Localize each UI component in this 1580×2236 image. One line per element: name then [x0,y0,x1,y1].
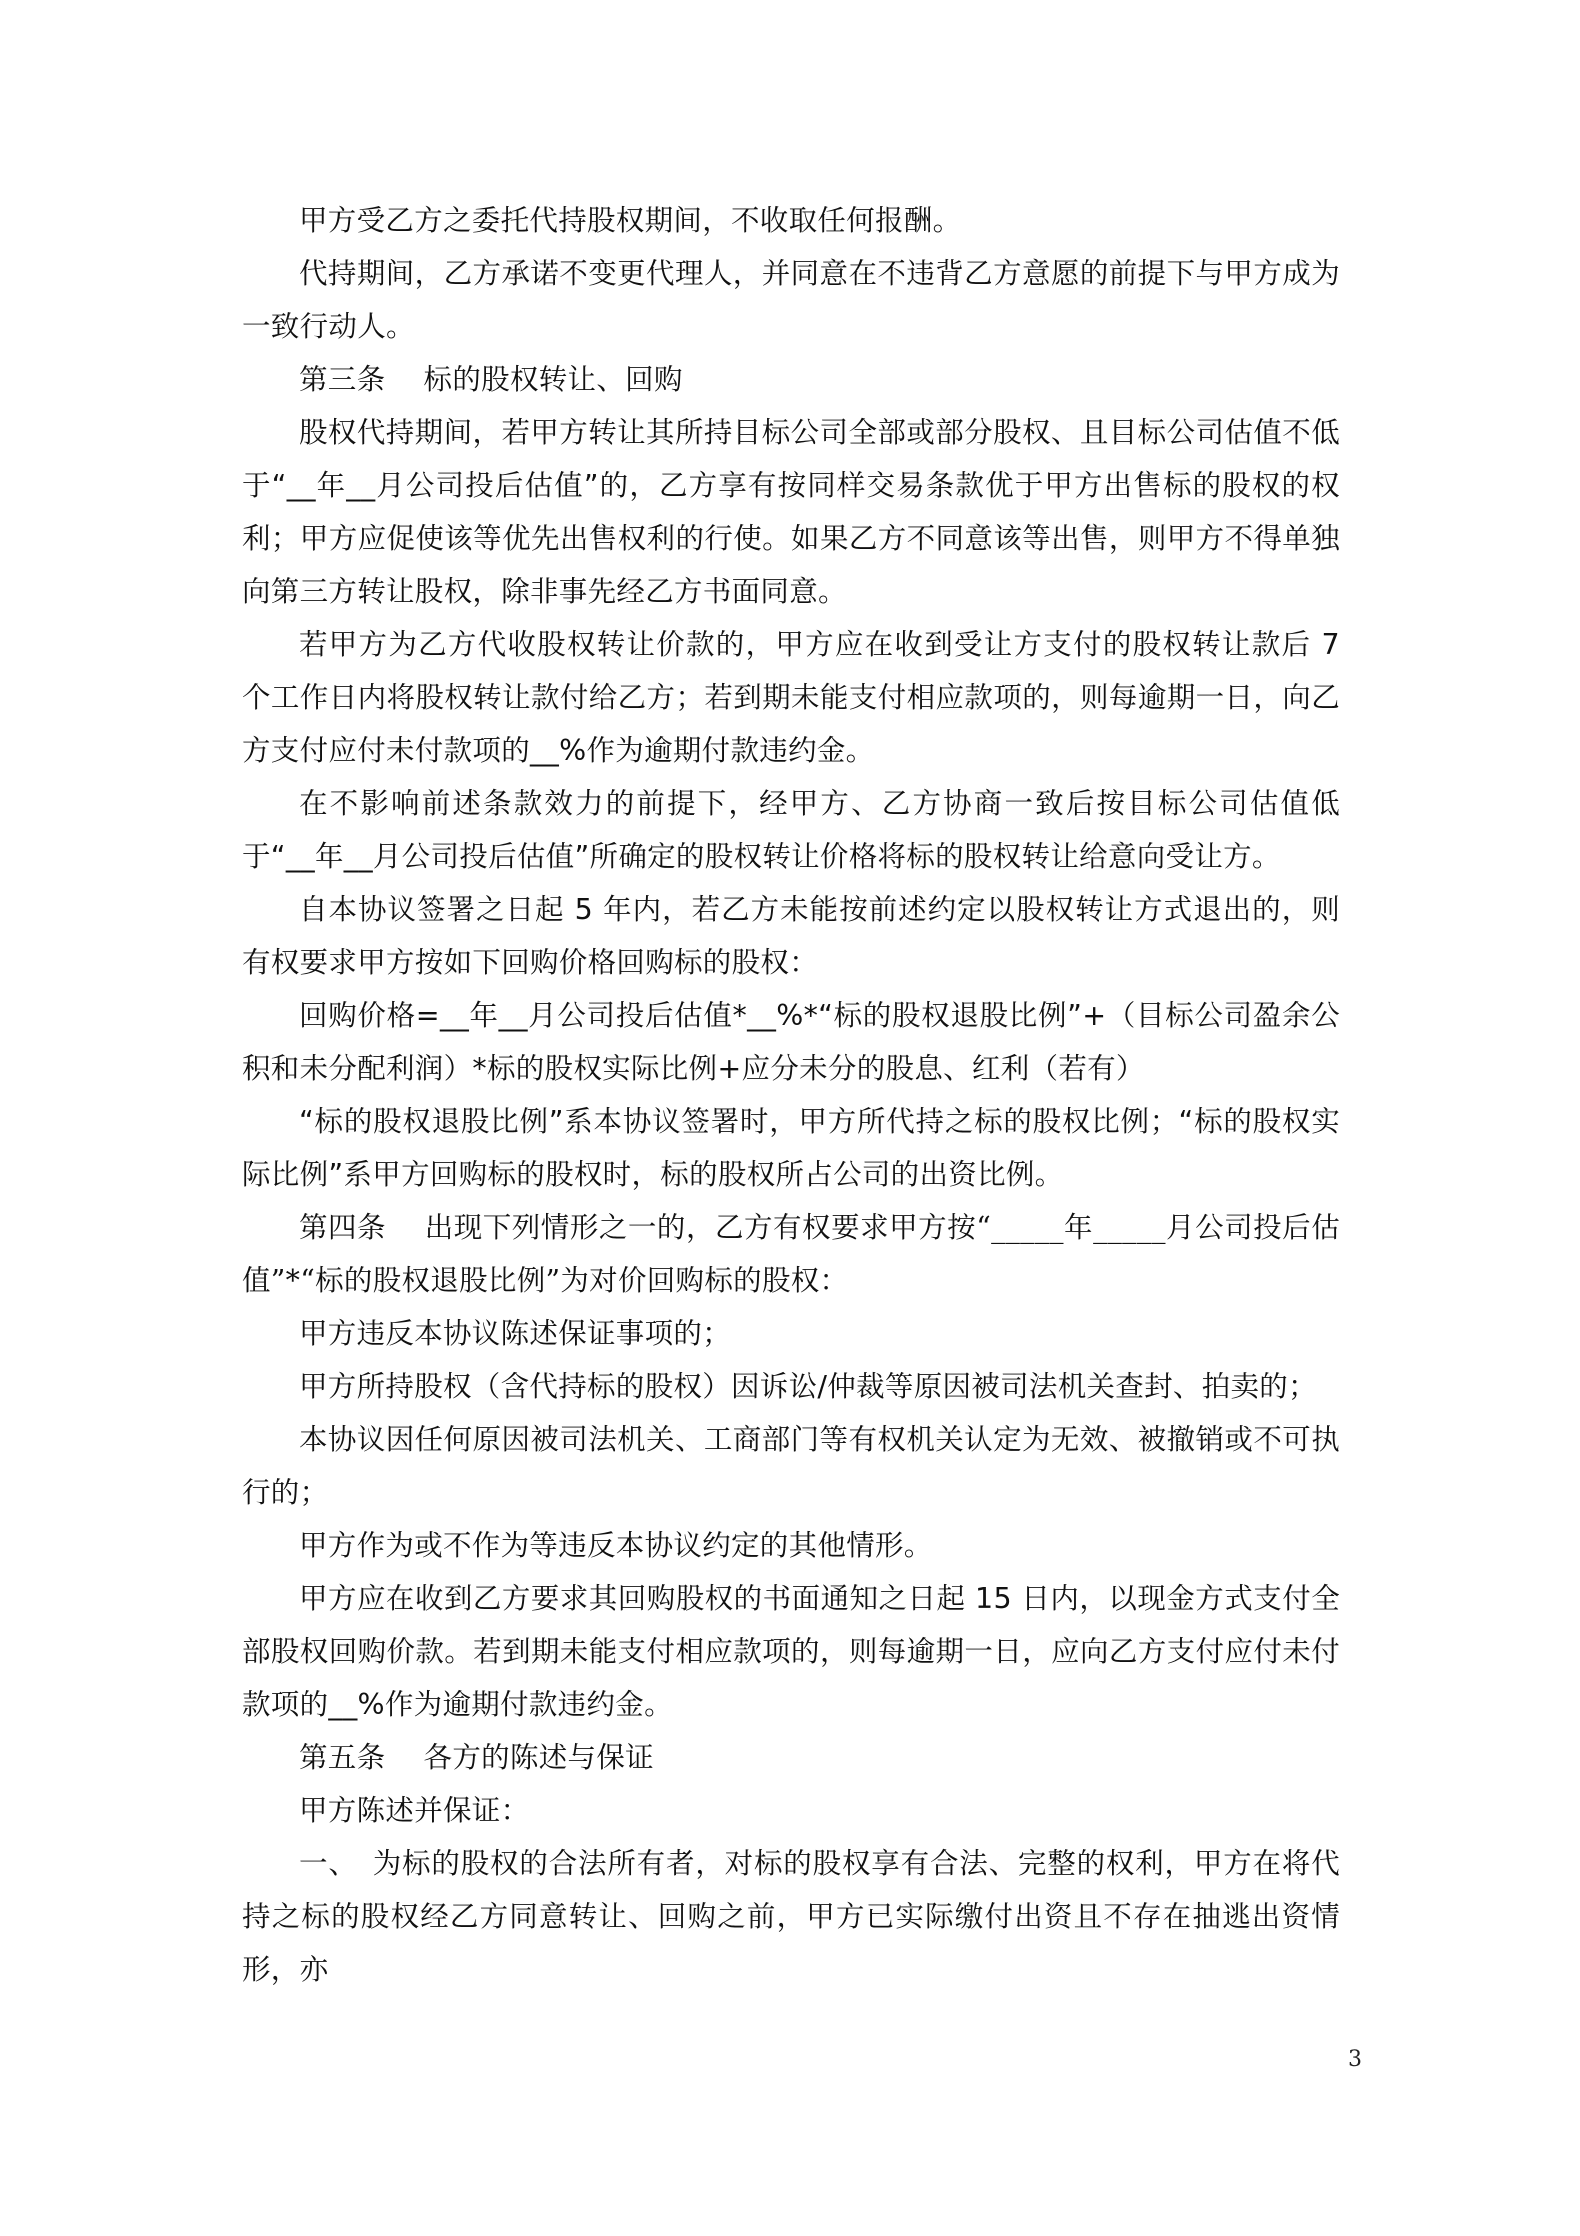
document-body [242,194,1340,1996]
paragraph-priority-sale: 股权代持期间，若甲方转让其所持目标公司全部或部分股权、且目标公司估值不低于“__年__月公司投后估值”的，乙方享有按同样交易条款优于甲方出售标的股权的权利；甲方应促使该等优先出售权利的行使。如果乙方不同意该等出售，则甲方不得单独向第三方转让股权，除非事先经乙方书面同意。 [242,416,1340,608]
paragraph-no-remuneration: 甲方受乙方之委托代持股权期间，不收取任何报酬。 [299,204,962,237]
paragraph-transfer-payment: 若甲方为乙方代收股权转让价款的，甲方应在收到受让方支付的股权转让款后 7 个工作日内将股权转让款付给乙方；若到期未能支付相应款项的，则每逾期一日，向乙方支付应付未付款项的__%作为逾期付款违约金。 [242,628,1340,767]
paragraph-buyback-right: 自本协议签署之日起 5 年内，若乙方未能按前述约定以股权转让方式退出的，则有权要求甲方按如下回购价格回购标的股权： [242,893,1340,979]
article-4-heading: 第四条 出现下列情形之一的，乙方有权要求甲方按“_____年_____月公司投后估值”*“标的股权退股比例”为对价回购标的股权： [242,1211,1340,1297]
paragraph-negotiated-transfer: 在不影响前述条款效力的前提下，经甲方、乙方协商一致后按目标公司估值低于“__年__月公司投后估值”所确定的股权转让价格将标的股权转让给意向受让方。 [242,787,1340,873]
list-item-agreement-invalid: 本协议因任何原因被司法机关、工商部门等有权机关认定为无效、被撤销或不可执行的； [242,1423,1340,1509]
article-5-heading: 第五条 各方的陈述与保证 [299,1741,654,1774]
page-number: 3 [1348,2047,1362,2072]
article-3-heading: 第三条 标的股权转让、回购 [299,363,683,396]
list-item-judicial-seizure: 甲方所持股权（含代持标的股权）因诉讼/仲裁等原因被司法机关查封、拍卖的； [299,1370,1317,1403]
paragraph-ratio-definitions: “标的股权退股比例”系本协议签署时，甲方所代持之标的股权比例；“标的股权实际比例”系甲方回购标的股权时，标的股权所占公司的出资比例。 [242,1105,1340,1191]
paragraph-buyback-formula: 回购价格=__年__月公司投后估值*__%*“标的股权退股比例”+（目标公司盈余公积和未分配利润）*标的股权实际比例+应分未分的股息、红利（若有） [242,999,1340,1085]
paragraph-buyback-payment: 甲方应在收到乙方要求其回购股权的书面通知之日起 15 日内，以现金方式支付全部股权回购价款。若到期未能支付相应款项的，则每逾期一日，应向乙方支付应付未付款项的__%作为逾期付款违约金。 [242,1582,1340,1721]
paragraph-concerted-action: 代持期间，乙方承诺不变更代理人，并同意在不违背乙方意愿的前提下与甲方成为一致行动人。 [242,257,1340,343]
list-item-other-breach: 甲方作为或不作为等违反本协议约定的其他情形。 [299,1529,933,1562]
paragraph-warranty-item-1: 一、 为标的股权的合法所有者，对标的股权享有合法、完整的权利，甲方在将代持之标的股权经乙方同意转让、回购之前，甲方已实际缴付出资且不存在抽逃出资情形，亦 [242,1847,1340,1986]
paragraph-party-a-warranty: 甲方陈述并保证： [299,1794,530,1827]
list-item-breach-warranty: 甲方违反本协议陈述保证事项的； [299,1317,732,1350]
